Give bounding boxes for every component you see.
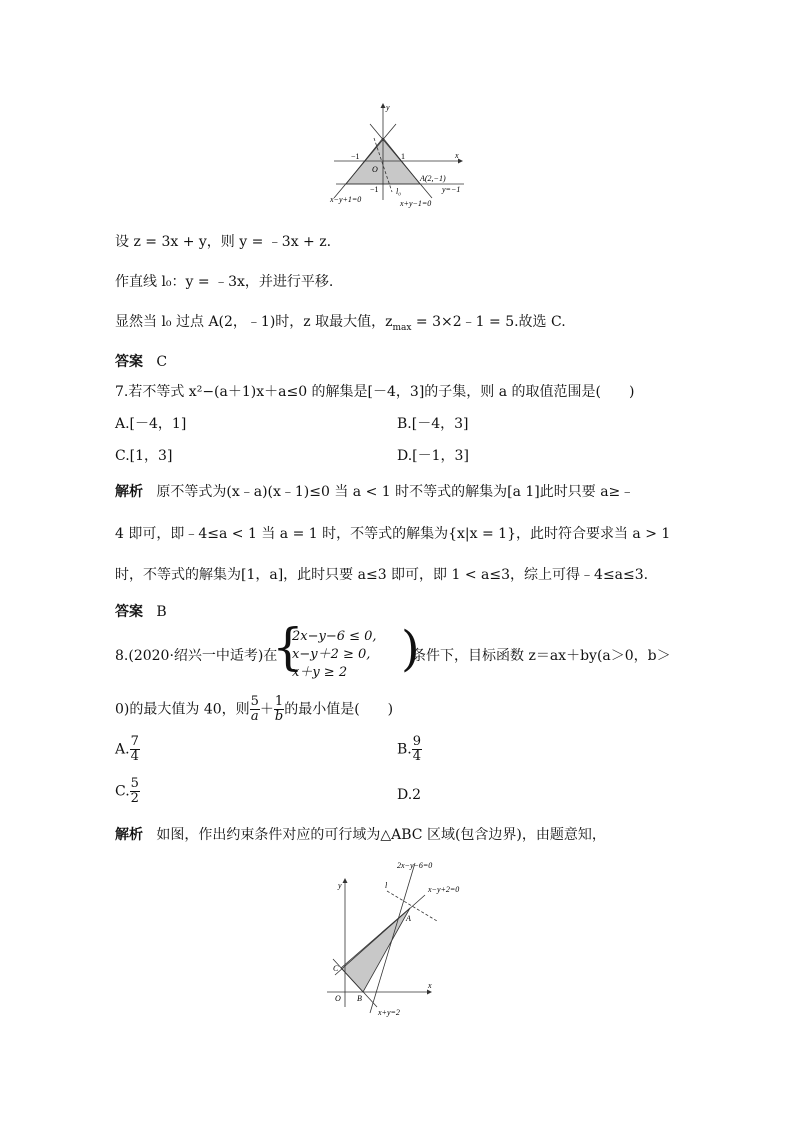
q8-constraint-2: x−y＋2 ≥ 0, [292, 647, 371, 662]
line2-label: x+y−1=0 [400, 199, 432, 208]
point-a-label: A [406, 914, 411, 923]
line3-label: x+y=2 [378, 1008, 400, 1017]
x-axis-arrow [427, 990, 432, 995]
q8-suffix: 条件下，目标函数 z＝ax＋by(a＞0，b＞ [412, 648, 671, 664]
frac-num: 9 [412, 734, 422, 749]
feasible-region-figure-1 [326, 100, 476, 210]
fraction-9-over-4 [412, 735, 422, 764]
plus-sign: ＋ [259, 701, 274, 718]
sol6-line2: 作直线 l₀：y = ﹣3x，并进行平移. [115, 274, 334, 290]
q7-stem: 7.若不等式 x²−(a＋1)x＋a≤0 的解集是[－4，3]的子集，则 a 的取值范围是( ) [115, 384, 635, 400]
answer6 [115, 352, 167, 372]
line2-label: x−y+2=0 [428, 885, 460, 894]
option-prefix: C. [115, 783, 130, 800]
answer-label: 答案 [115, 604, 143, 620]
frac-den: 2 [130, 791, 139, 806]
sol6-line1: 设 z = 3x + y，则 y = ﹣3x + z. [115, 234, 332, 250]
feasible-region-figure-2 [325, 855, 485, 1020]
answer-value: B [156, 604, 167, 620]
q7-sol-text1: 原不等式为(x﹣a)(x﹣1)≤0 当 a < 1 时不等式的解集为[a 1]此时只要 a≥﹣ [156, 484, 635, 500]
y-axis-arrow [343, 878, 348, 883]
q8-left-brace: { [272, 618, 304, 676]
fraction-1-over-b [274, 695, 284, 724]
q8-prefix: 8.(2020·绍兴一中适考)在 [115, 648, 278, 664]
origin-label: O [335, 994, 341, 1003]
frac-den: 4 [412, 749, 422, 764]
q7-option-b: B.[－4，3] [397, 416, 469, 432]
neg1-y-label: −1 [370, 185, 379, 194]
q8-sol-text: 如图，作出约束条件对应的可行域为△ABC 区域(包含边界)，由题意知， [156, 827, 606, 843]
frac-num: 5 [130, 776, 139, 791]
q8-right-brace: ) [401, 621, 420, 677]
line1-label: x−y+1=0 [330, 195, 362, 204]
line1-label: 2x−y−6=0 [397, 861, 433, 870]
q7-solution-line2: 4 即可，即﹣4≤a < 1 当 a = 1 时，不等式的解集为{x|x = 1}，此时符合要求当 a > 1 [115, 526, 671, 542]
point-b-label: B [357, 994, 362, 1003]
q8-option-b [397, 735, 422, 764]
q8-line2-post: 的最小值是( ) [284, 701, 394, 718]
answer7 [115, 602, 167, 622]
fraction-5-over-2 [130, 777, 140, 806]
q7-option-a: A.[－4，1] [115, 416, 187, 432]
q8-constraint-1: 2x−y−6 ≤ 0, [292, 629, 377, 644]
point-c-label: C [333, 964, 339, 973]
x-axis-arrow [458, 159, 463, 164]
sol6-line3 [115, 312, 566, 338]
x-label: x [428, 981, 432, 990]
sol6-line3-main: 显然当 l₀ 过点 A(2，﹣1)时，z 取最大值，z [115, 314, 393, 330]
q8-constraint-3: x＋y ≥ 2 [292, 665, 348, 680]
y-axis-arrow [381, 103, 386, 108]
answer-label: 答案 [115, 354, 143, 370]
y-label: y [386, 103, 390, 112]
option-prefix: B. [397, 741, 412, 758]
x-label: x [455, 151, 459, 160]
q8-line2-pre: 0)的最大值为 40，则 [115, 701, 250, 718]
frac-den: 4 [130, 749, 139, 764]
line-l [387, 891, 437, 921]
q8-option-c [115, 777, 140, 806]
neg1-x-label: −1 [351, 152, 360, 161]
q8-option-a [115, 735, 140, 764]
q8-solution [115, 825, 606, 845]
line-x-y+2 [335, 895, 425, 975]
frac-num: 1 [274, 694, 284, 709]
one-x-label: 1 [401, 152, 405, 161]
frac-den: b [274, 709, 284, 724]
frac-num: 5 [250, 694, 259, 709]
fraction-5-over-a [250, 695, 260, 724]
q8-line2 [115, 695, 393, 724]
y-label: y [338, 881, 342, 890]
origin-label: O [372, 165, 378, 174]
answer-value: C [156, 354, 168, 370]
sol6-max-sub: max [392, 322, 412, 333]
q8-option-d: D.2 [397, 787, 422, 803]
solution-label: 解析 [115, 484, 143, 500]
l-label: l [385, 881, 388, 890]
y-neg1-label: y=−1 [442, 185, 461, 194]
q7-solution-line1 [115, 482, 634, 502]
sol6-line3-end: = 3×2﹣1 = 5.故选 C. [411, 314, 566, 330]
l0-label: l₀ [396, 187, 402, 196]
frac-num: 7 [130, 734, 139, 749]
q7-option-c: C.[1，3] [115, 448, 173, 464]
q7-option-d: D.[－1，3] [397, 448, 469, 464]
fraction-7-over-4 [130, 735, 140, 764]
frac-den: a [250, 709, 259, 724]
point-a-label: A(2,−1) [420, 174, 446, 183]
option-prefix: A. [115, 741, 130, 758]
solution-label: 解析 [115, 827, 143, 843]
q7-solution-line3: 时，不等式的解集为[1，a]，此时只要 a≤3 即可，即 1 < a≤3，综上可得﹣4≤a≤3. [115, 567, 649, 583]
